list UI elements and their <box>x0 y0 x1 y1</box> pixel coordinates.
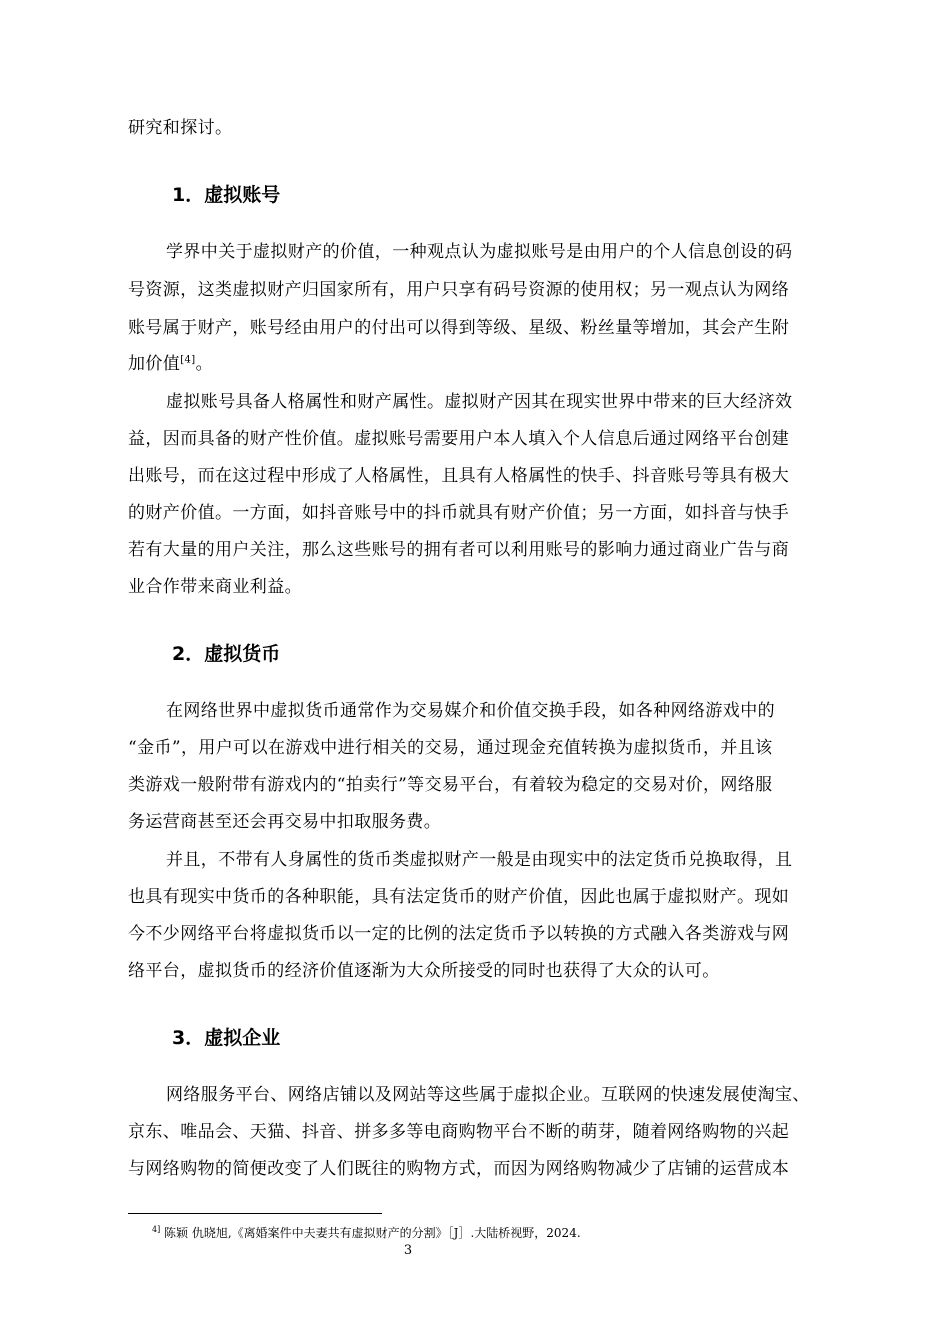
citation-ref: [4] <box>180 354 196 366</box>
footnote-mark: 4 <box>152 1225 158 1234</box>
footnote-text: 陈颖 仇晓旭,《离婚案件中夫妻共有虚拟财产的分割》［J］.大陆桥视野，2024. <box>160 1226 581 1240</box>
body-text-line: 号资源，这类虚拟财产归国家所有，用户只享有码号资源的使用权；另一观点认为网络 <box>128 280 790 300</box>
body-text: 。 <box>195 354 213 374</box>
footnote-bracket: ] <box>157 1225 161 1234</box>
body-text-line: 今不少网络平台将虚拟货币以一定的比例的法定货币予以转换的方式融入各类游戏与网 <box>128 924 790 944</box>
body-text-line: 并且，不带有人身属性的货币类虚拟财产一般是由现实中的法定货币兑换取得，且 <box>166 850 793 870</box>
body-text-line: 京东、唯品会、天猫、抖音、拼多多等电商购物平台不断的萌芽，随着网络购物的兴起 <box>128 1122 790 1142</box>
body-text-line: 业合作带来商业利益。 <box>128 577 302 597</box>
body-text-line: 益，因而具备的财产性价值。虚拟账号需要用户本人填入个人信息后通过网络平台创建 <box>128 429 790 449</box>
footnote <box>152 1225 581 1241</box>
body-text-line: 络平台，虚拟货币的经济价值逐渐为大众所接受的同时也获得了大众的认可。 <box>128 961 720 981</box>
body-text-line: 账号属于财产，账号经由用户的付出可以得到等级、星级、粉丝量等增加，其会产生附 <box>128 318 790 338</box>
body-text-line: 学界中关于虚拟财产的价值，一种观点认为虚拟账号是由用户的个人信息创设的码 <box>166 242 793 262</box>
footnote-separator <box>128 1213 382 1214</box>
body-text-line: 务运营商甚至还会再交易中扣取服务费。 <box>128 812 442 832</box>
body-text: 加价值 <box>128 354 181 374</box>
section-heading-virtual-currency: 2．虚拟货币 <box>172 643 281 665</box>
section-heading-virtual-account: 1．虚拟账号 <box>172 184 281 206</box>
body-text-line: 若有大量的用户关注，那么这些账号的拥有者可以利用账号的影响力通过商业广告与商 <box>128 540 790 560</box>
body-text-line: 在网络世界中虚拟货币通常作为交易媒介和价值交换手段，如各种网络游戏中的 <box>166 701 775 721</box>
body-text-line: 类游戏一般附带有游戏内的“拍卖行”等交易平台，有着较为稳定的交易对价，网络服 <box>128 775 773 795</box>
body-text-line: 出账号，而在这过程中形成了人格属性，且具有人格属性的快手、抖音账号等具有极大 <box>128 466 790 486</box>
body-text-line: 也具有现实中货币的各种职能，具有法定货币的财产价值，因此也属于虚拟财产。现如 <box>128 887 790 907</box>
page-number: 3 <box>403 1243 413 1258</box>
section-heading-virtual-enterprise: 3．虚拟企业 <box>172 1027 281 1049</box>
body-text-line: “金币”，用户可以在游戏中进行相关的交易，通过现金充值转换为虚拟货币，并且该 <box>128 738 773 758</box>
body-text-line: 与网络购物的简便改变了人们既往的购物方式，而因为网络购物减少了店铺的运营成本 <box>128 1159 790 1179</box>
body-text-line: 网络服务平台、网络店铺以及网站等这些属于虚拟企业。互联网的快速发展使淘宝、 <box>166 1085 810 1105</box>
body-text-line: 研究和探讨。 <box>128 118 233 138</box>
body-text-line: 的财产价值。一方面，如抖音账号中的抖币就具有财产价值；另一方面，如抖音与快手 <box>128 503 790 523</box>
body-text-line <box>128 352 213 376</box>
body-text-line: 虚拟账号具备人格属性和财产属性。虚拟财产因其在现实世界中带来的巨大经济效 <box>166 392 793 412</box>
